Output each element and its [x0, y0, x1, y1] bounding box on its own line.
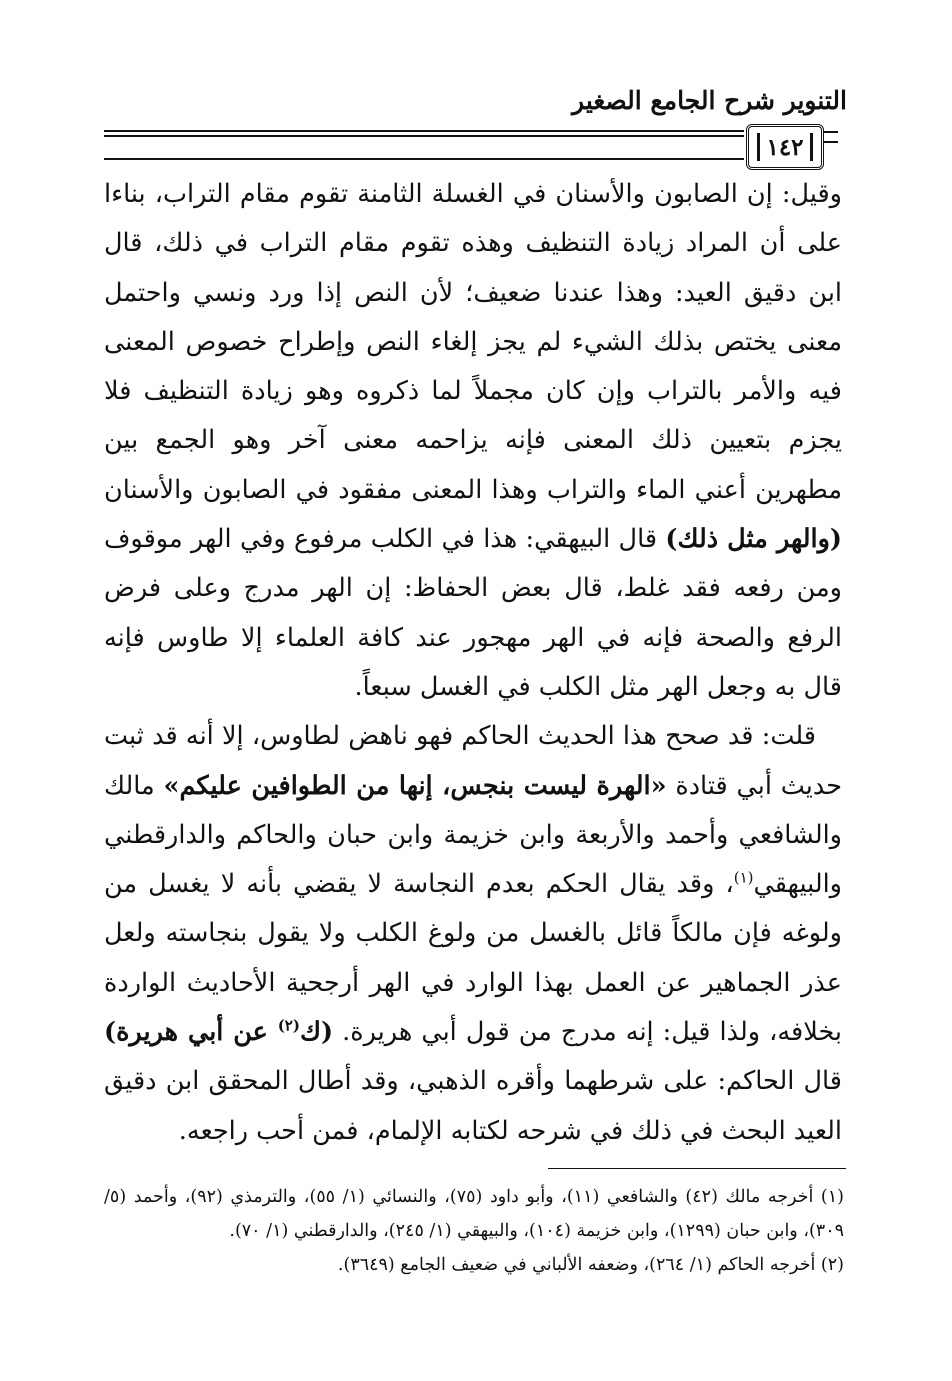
source-text [104, 1017, 333, 1047]
header-rule [104, 158, 744, 160]
header-rule [104, 130, 744, 132]
footnote-separator [548, 1168, 846, 1169]
text-run: وقيل: إن الصابون والأسنان في الغسلة الثامنة تقوم مقام التراب، بناءا على أن المراد زيادة التنظيف وهذه تقوم مقام التراب في ذلك، قال ابن دقيق العيد: وهذا عندنا ضعيف؛ لأن النص إذا ورد ونسي واحتمل معنى يختص بذلك الشيء لم يجز إلغاء النص وإطراح خصوص المعنى فيه والأمر بالتراب وإن كان مجملاً لما ذكروه وهو زيادة التنظيف فلا يجزم بتعيين ذلك المعنى فإنه يزاحمه معنى آخر وهو الجمع بين مطهرين أعني الماء والتراب وهذا المعنى مفقود في الصابون والأسنان [104, 179, 842, 505]
hadith-text: «الهرة ليست بنجس، إنها من الطوافين عليكم» [163, 770, 667, 801]
hadith-text: (والهر مثل ذلك) [665, 524, 843, 555]
footnote-1: (١) أخرجه مالك (٤٢) والشافعي (١١)، وأبو داود (٧٥)، والنسائي (١/ ٥٥)، والترمذي (٩٢)، وأحمد (٥/ ٣٠٩)، وابن حبان (١٢٩٩)، وابن خزيمة (١٠٤)، والبيهقي (١/ ٢٤٥)، والدارقطني (١/ ٧٠). [104, 1187, 844, 1241]
running-title: التنوير شرح الجامع الصغير [572, 86, 847, 115]
footnotes [104, 1180, 844, 1282]
text-run: قال البيهقي: هذا في الكلب مرفوع وفي الهر موقوف ومن رفعه فقد غلط، قال بعض الحفاظ: إن الهر مدرج وعلى فرض الرفع والصحة فإنه في الهر مهجور عند كافة العلماء إلا طاوس فإنه قال به وجعل الهر مثل الكلب في الغسل سبعاً. [104, 524, 842, 702]
text-run: ، وقد يقال الحكم بعدم النجاسة لا يقضي بأنه لا يغسل من ولوغه فإن مالكاً قائل بالغسل من ولوغ الكلب ولا يقول بنجاسته ولعل عذر الجماهير عن العمل بهذا الوارد في الهر أرجحية الأحاديث الواردة بخلافه، ولذا قيل: إنه مدرج من قول أبي هريرة. [104, 869, 842, 1048]
text-run: قلت: قد صحح هذا الحديث الحاكم فهو ناهض لطاوس، إلا أنه قد ثبت حديث أبي قتادة [104, 721, 842, 801]
frame-bracket [810, 133, 813, 161]
main-text [104, 170, 842, 1156]
header-rule-tail [824, 131, 838, 143]
page-number: ١٤٢ [766, 133, 804, 161]
footnote-ref-1[interactable]: (١) [733, 868, 754, 887]
source-abbrev: (ك [299, 1017, 334, 1048]
footnote-2: (٢) أخرجه الحاكم (١/ ٢٦٤)، وضعفه الألباني في ضعيف الجامع (٣٦٤٩). [337, 1255, 844, 1275]
footnote-ref-2[interactable]: (٢) [277, 1016, 300, 1035]
text-run: قال الحاكم: على شرطهما وأقره الذهبي، وقد أطال المحقق ابن دقيق العيد البحث في ذلك في شرحه لكتابه الإلمام، فمن أحب راجعه. [104, 1066, 842, 1146]
paragraph-2 [104, 712, 842, 1156]
source-narrator: عن أبي هريرة) [104, 1017, 268, 1048]
page-number-frame [746, 124, 824, 170]
header-rule [104, 135, 744, 137]
text-run: مالك والشافعي وأحمد والأربعة وابن خزيمة وابن حبان والحاكم والدارقطني والبيهقي [104, 770, 842, 900]
frame-bracket [757, 133, 760, 161]
paragraph-1 [104, 170, 842, 712]
